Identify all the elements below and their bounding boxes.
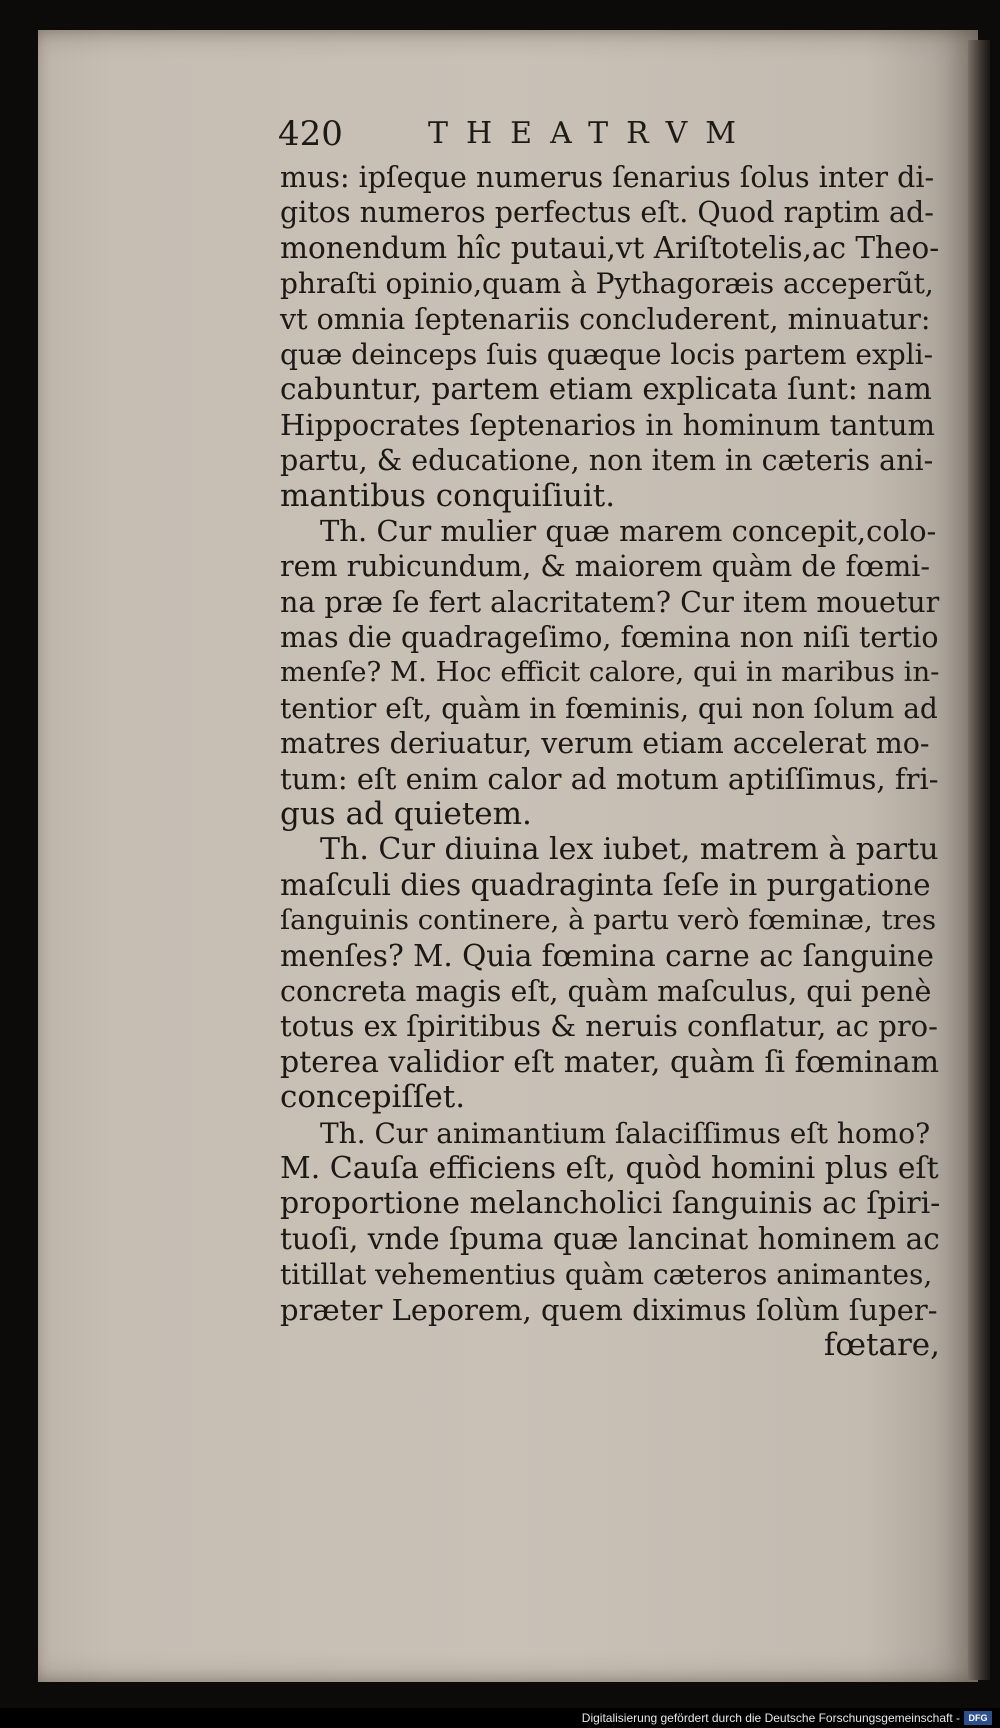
- text-line: Th. Cur diuina lex iubet, matrem à partu: [320, 832, 939, 868]
- text-line: gitos numeros perfectus eſt. Quod raptim ad-: [280, 196, 934, 230]
- dfg-logo-icon: DFG: [964, 1711, 992, 1725]
- text-line: partu, & educatione, non item in cæteris ani-: [280, 444, 934, 478]
- text-line: pterea validior eſt mater, quàm ſi fœminam: [280, 1044, 940, 1080]
- text-line: na præ ſe fert alacritatem? Cur item mouetur: [280, 585, 940, 619]
- text-line: phraſti opinio,quam à Pythagoræis acceperũt,: [280, 267, 934, 301]
- running-title: THEATRVM: [428, 116, 755, 151]
- text-line: proportione melancholici ſanguinis ac ſpiri-: [280, 1186, 941, 1222]
- text-line: rem rubicundum, & maiorem quàm de fœmi-: [280, 550, 930, 584]
- text-line: M. Cauſa efficiens eſt, quòd homini plus eſt: [280, 1150, 939, 1186]
- text-line: maſculi dies quadraginta ſeſe in purgatione: [280, 867, 931, 902]
- text-line: Th. Cur mulier quæ marem concepit,colo-: [320, 513, 937, 548]
- text-line: mantibus conquiſiuit.: [280, 477, 616, 514]
- text-line: tuoſi, vnde ſpuma quæ lancinat hominem ac: [280, 1221, 940, 1256]
- text-line: mas die quadrageſimo, fœmina non niſi tertio: [280, 621, 939, 655]
- text-line: præter Leporem, quem diximus ſolùm ſuper-: [280, 1292, 938, 1327]
- text-line: totus ex ſpiritibus & neruis conflatur, ac pro-: [280, 1009, 938, 1044]
- text-line: vt omnia ſeptenariis concluderent, minuatur:: [280, 302, 931, 336]
- body-text: [280, 160, 940, 1363]
- text-line: quæ deinceps ſuis quæque locis partem expli-: [280, 337, 934, 371]
- text-line: tum: eſt enim calor ad motum aptiſſimus, fri-: [280, 761, 939, 796]
- text-line: Hippocrates ſeptenarios in hominum tantum: [280, 407, 936, 442]
- text-line: menſe? M. Hoc efficit calore, qui in maribus in-: [280, 656, 940, 689]
- text-line: concreta magis eſt, quàm maſculus, qui penè: [280, 974, 932, 1008]
- footer-credit: Digitalisierung gefördert durch die Deutsche Forschungsgemeinschaft -: [581, 1711, 960, 1725]
- text-line: monendum hîc putaui,vt Ariſtotelis,ac Theo-: [280, 230, 940, 265]
- text-line: mus: ipſeque numerus ſenarius ſolus inter di-: [280, 161, 935, 194]
- text-line: matres deriuatur, verum etiam accelerat mo-: [280, 727, 930, 761]
- text-line: cabuntur, partem etiam explicata ſunt: nam: [280, 372, 932, 407]
- text-line: Th. Cur animantium ſalaciſſimus eſt homo?: [320, 1116, 931, 1150]
- text-line: concepiſſet.: [280, 1079, 466, 1116]
- text-line: tentior eſt, quàm in fœminis, qui non ſolum ad: [280, 691, 938, 725]
- text-line: menſes? M. Quia fœmina carne ac ſanguine: [280, 938, 934, 973]
- page-header: [278, 112, 958, 156]
- text-line: ſanguinis continere, à partu verò fœminæ, tres: [280, 904, 937, 937]
- catchword: fœtare,: [823, 1326, 940, 1363]
- page-number: 420: [278, 114, 343, 154]
- page-edge: [968, 40, 990, 1680]
- text-line: titillat vehementius quàm cæteros animantes,: [280, 1258, 933, 1292]
- text-line: gus ad quietem.: [280, 796, 532, 833]
